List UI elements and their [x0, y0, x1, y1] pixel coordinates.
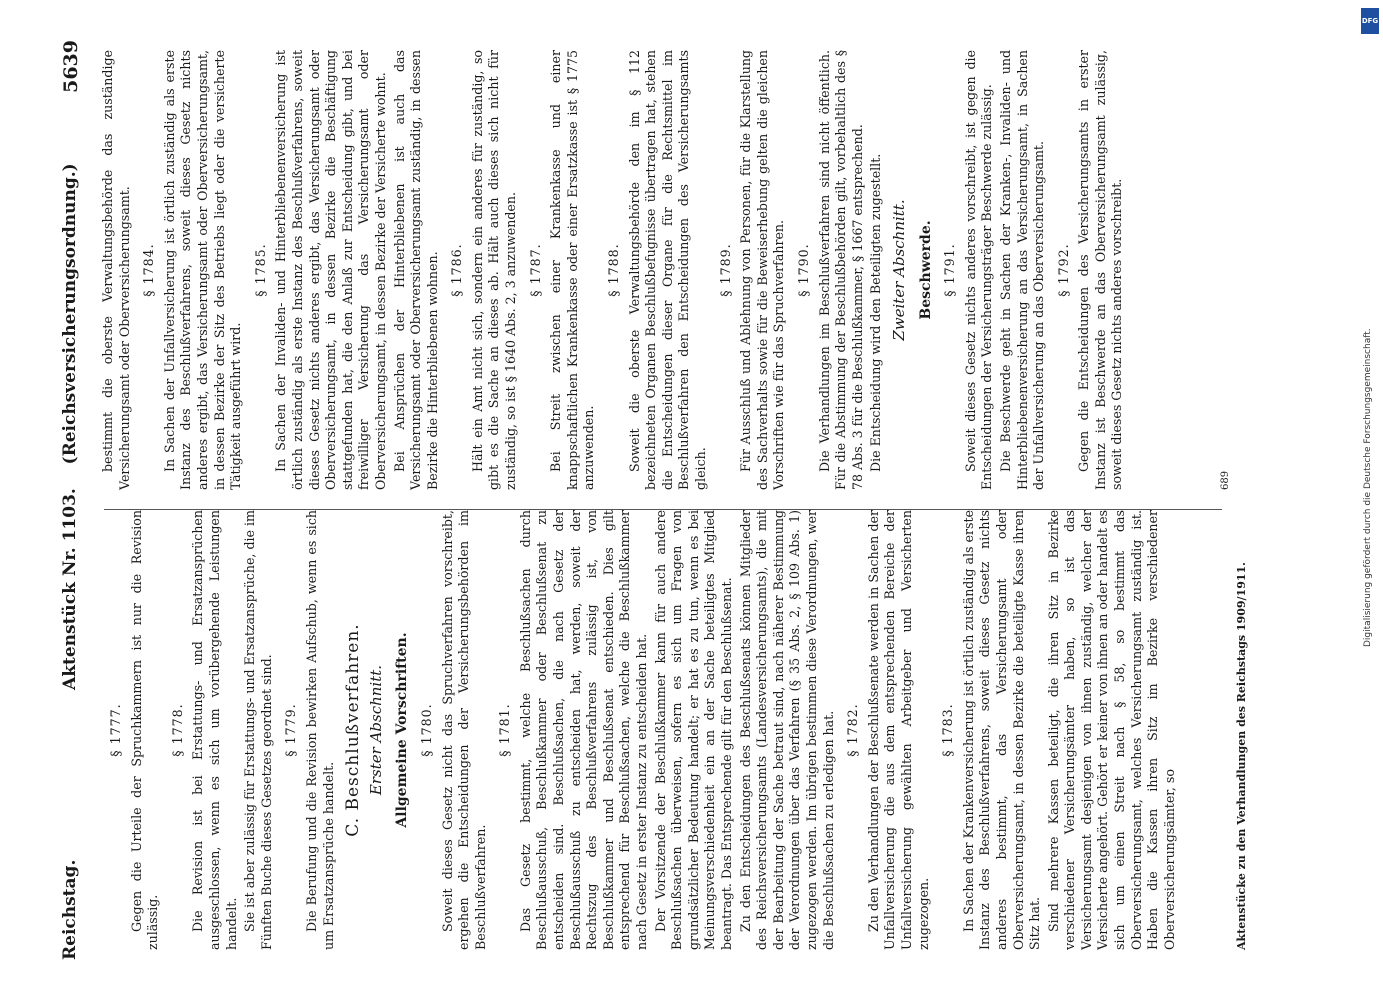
paragraph: Für Ausschluß und Ablehnung von Personen, für die Klarstellung des Sachverhalts sowie für die Beweiserhebung gelten die gleichen Vorschriften wie für das Spruchverfahren. — [738, 50, 787, 490]
section-number: § 1792. — [1055, 243, 1071, 297]
part-heading: C. Beschlußverfahren. — [343, 623, 364, 837]
section-number: § 1781. — [497, 703, 513, 757]
paragraph: In Sachen der Krankenversicherung ist örtlich zuständig als erste Instanz des Beschlußverfahrens, soweit dieses Gesetz nichts anderes bestimmt, das Versicherungsamt oder Oberversicherungsamt, in dessen Bezirke die beteiligte Kasse ihren Sitz hat. — [960, 510, 1043, 950]
header-title — [60, 163, 80, 690]
column-divider — [104, 509, 1222, 510]
header-document-number: Aktenstück Nr. 1103. — [60, 488, 80, 690]
section-heading: Beschwerde. — [917, 220, 934, 320]
paragraph: Gegen die Urteile der Spruchkammern ist nur die Revision zulässig. — [128, 510, 161, 950]
header-left: Reichstag. — [60, 859, 80, 960]
chapter-heading: Zweiter Abschnitt. — [889, 199, 908, 341]
section-number: § 1789. — [717, 243, 733, 297]
paragraph: Zu den Entscheidungen des Beschlußsenats können Mitglieder des Reichsversicherungsamts (Landesversicherungsamts), die mit der Bearbeitung der Sache betraut sind, nach näherer Bestimmung der Verordnungen über das Verfahren (§ 35 Abs. 2, § 109 Abs. 1) zugezogen werden. Im übrigen bestimmen diese Verordnungen, wer die Beschlußsachen zu erledigen hat. — [737, 510, 836, 950]
paragraph: Soweit die oberste Verwaltungsbehörde den im § 112 bezeichneten Organen Beschlußbefugnisse übertragen hat, stehen die Entscheidungen dieser Organe für die Rechtsmittel im Beschlußverfahren den Entscheidungen des Versicherungsamts gleich. — [626, 50, 708, 490]
paragraph: Zu den Verhandlungen der Beschlußsenate werden in Sachen der Unfallversicherung die aus dem entsprechenden Bereiche der Unfallversicherung gewählten Arbeitgeber und Versicherten zugezogen. — [865, 510, 931, 950]
dfg-strip — [1360, 0, 1383, 1000]
section-number: § 1778. — [169, 703, 185, 757]
section-number: § 1787. — [527, 243, 543, 297]
section-number: § 1785. — [252, 243, 268, 297]
paragraph: Sie ist aber zulässig für Erstattungs- und Ersatzansprüche, die im Fünften Buche dieses Gesetzes geordnet sind. — [242, 510, 274, 950]
section-number: § 1791. — [942, 243, 958, 297]
paragraph: bestimmt die oberste Verwaltungsbehörde das zuständige Versicherungsamt oder Oberversicherungsamt. — [100, 50, 132, 490]
paragraph: In Sachen der Unfallversicherung ist örtlich zuständig als erste Instanz des Beschlußverfahrens, soweit dieses Gesetz nichts anderes ergibt, das Versicherungsamt oder Oberversicherungsamt, in dessen Bezirke der Sitz des Betriebs liegt oder die versicherte Tätigkeit ausgeführt wird. — [161, 50, 244, 490]
section-number: § 1779. — [283, 703, 299, 757]
paragraph: Gegen die Entscheidungen des Versicherungsamts in erster Instanz ist Beschwerde an das Oberversicherungsamt zulässig, soweit dieses Gesetz nichts anderes vorschreibt. — [1076, 50, 1125, 490]
paragraph: Soweit dieses Gesetz nichts anderes vorschreibt, ist gegen die Entscheidungen der Versicherungsträger Beschwerde zulässig. — [962, 50, 995, 490]
header-page-number: 5639 — [60, 40, 82, 93]
paragraph: Die Verhandlungen im Beschlußverfahren sind nicht öffentlich. Für die Abstimmung der Beschlußbehörden gilt, vorbehaltlich des § 78 Abs. 3 für die Beschlußkammer, § 1667 entsprechend. — [816, 50, 865, 490]
section-number: § 1784. — [141, 243, 157, 297]
section-number: § 1777. — [108, 703, 123, 757]
paragraph: Der Vorsitzende der Beschlußkammer kann für auch andere Beschlußsachen überweisen, sofern es sich um Fragen von grundsätzlicher Bedeutung handelt; er hat es zu tun, wenn es bei Meinungsverschiedenheit ein an der Sache beteiligtes Mitglied beantragt. Das Entsprechende gilt für den Beschlußsenat. — [652, 510, 734, 950]
paragraph: Bei Ansprüchen der Hinterbliebenen ist auch das Versicherungsamt oder Oberversicherungsamt zuständig, in dessen Bezirke die Hinterbliebenen wohnen. — [391, 50, 440, 490]
paragraph: Die Beschwerde geht in Sachen der Kranken-, Invaliden- und Hinterbliebenenversicherung an das Versicherungsamt, in Sachen der Unfallversicherung an das Oberversicherungsamt. — [997, 50, 1047, 490]
paragraph: Hält ein Amt nicht sich, sondern ein anderes für zuständig, so gibt es die Sache an dieses ab. Hält auch dieses sich nicht für zuständig, so ist § 1640 Abs. 2, 3 anzuwenden. — [469, 50, 519, 490]
page-header — [48, 40, 88, 960]
section-number: § 1790. — [795, 243, 811, 297]
section-number: § 1782. — [845, 703, 861, 757]
paragraph: Bei Streit zwischen einer Krankenkasse und einer knappschaftlichen Krankenkasse oder einer Ersatzkasse ist § 1775 anzuwenden. — [548, 50, 597, 490]
paragraph: In Sachen der Invaliden- und Hinterbliebenenversicherung ist örtlich zuständig als erste Instanz des Beschlußverfahrens, soweit dieses Gesetz nichts anderes ergibt, das Versicherungsamt oder Oberversicherungsamt, in dessen Bezirke die Beschäftigung stattgefunden hat, die den Anlaß zur Entscheidung gibt, und bei freiwilliger Versicherung das Versicherungsamt oder Oberversicherungsamt, in dessen Bezirke der Versicherte wohnt. — [273, 50, 388, 490]
paragraph: Die Entscheidung wird den Beteiligten zugestellt. — [868, 153, 884, 472]
paragraph: Das Gesetz bestimmt, welche Beschlußsachen durch Beschlußausschuß, Beschlußkammer oder Beschlußsenat zu entscheiden sind. Beschlußsachen, die nach Gesetz der Beschlußausschuß zu entscheiden hat, werden, soweit der Rechtszug des Beschlußverfahrens zulässig ist, von Beschlußkammer und Beschlußsenat entschieden. Dies gilt entsprechend für Beschlußsachen, welche die Beschlußkammer nach Gesetz in erster Instanz zu entscheiden hat. — [517, 510, 650, 950]
paragraph: Sind mehrere Kassen beteiligt, die ihren Sitz in Bezirke verschiedener Versicherungsämter haben, so ist das Versicherungsamt desjenigen von ihnen zuständig, welcher der Versicherte angehört. Gehört er keiner von ihnen an oder handelt es sich um einen Streit nach § 58, so bestimmt das Oberversicherungsamt, welches Versicherungsamt zuständig ist. Haben die Kassen ihren Sitz im Bezirke verschiedener Oberversicherungsämter, so — [1045, 510, 1177, 950]
bottom-page-number: 689 — [1220, 470, 1231, 490]
dfg-credit: Digitalisierung gefördert durch die Deutsche Forschungsgemeinschaft. — [1363, 328, 1373, 647]
paragraph: Soweit dieses Gesetz nicht das Spruchverfahren vorschreibt, ergehen die Entscheidungen der Versicherungsbehörden im Beschlußverfahren. — [439, 510, 488, 950]
section-number: § 1780. — [418, 703, 434, 757]
section-heading: Allgemeine Vorschriften. — [394, 632, 411, 828]
section-number: § 1788. — [606, 243, 622, 297]
chapter-heading: Erster Abschnitt. — [366, 664, 385, 796]
section-number: § 1783. — [940, 703, 956, 757]
paragraph: Die Revision ist bei Erstattungs- und Ersatzansprüchen ausgeschlossen, wenn es sich um vorübergehende Leistungen handelt. — [190, 510, 239, 950]
section-number: § 1786. — [449, 243, 465, 297]
header-subtitle: (Reichsversicherungsordnung.) — [60, 163, 80, 465]
left-column — [100, 510, 1230, 950]
paragraph: Die Berufung und die Revision bewirken Aufschub, wenn es sich um Ersatzansprüche handelt. — [303, 510, 336, 950]
dfg-logo: DFG — [1361, 8, 1379, 34]
right-column — [100, 50, 1230, 490]
page-footer: Aktenstücke zu den Verhandlungen des Reichstags 1909/1911. — [1235, 562, 1248, 950]
